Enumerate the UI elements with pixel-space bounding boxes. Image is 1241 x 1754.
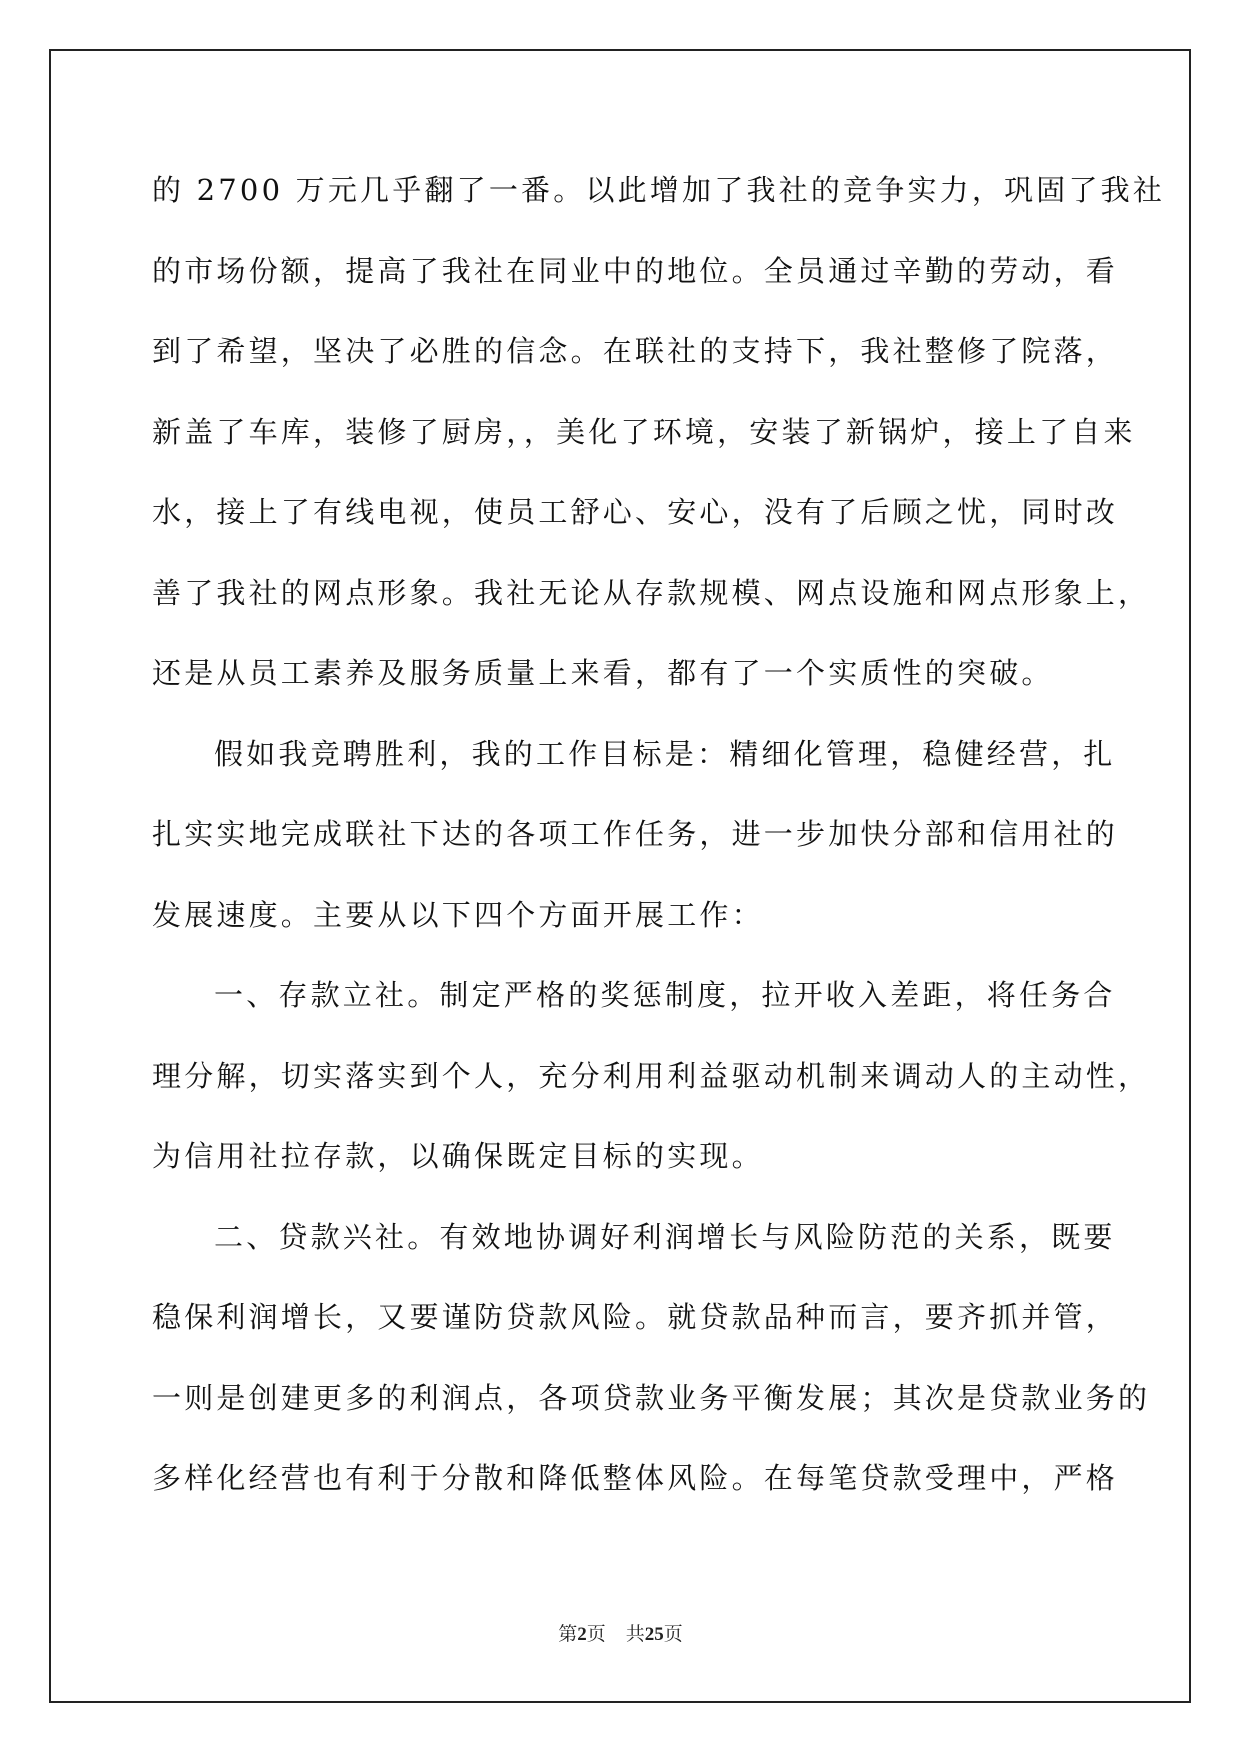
total-page-count: 25 [644,1624,664,1645]
text-line: 的 2700 万元几乎翻了一番。以此增加了我社的竞争实力，巩固了我社 [152,173,1166,207]
paragraph-first-line: 二、贷款兴社。有效地协调好利润增长与风险防范的关系，既要 [214,1219,1116,1254]
text-line: 水，接上了有线电视，使员工舒心、安心，没有了后顾之忧，同时改 [152,495,1119,529]
total-prefix: 共 [625,1623,645,1645]
page-prefix: 第 [558,1623,578,1645]
text-line: 理分解，切实落实到个人，充分利用利益驱动机制来调动人的主动性， [152,1058,1151,1093]
text-line: 稳保利润增长，又要谨防贷款风险。就贷款品种而言，要齐抓并管， [152,1300,1119,1334]
paragraph-first-line: 假如我竞聘胜利，我的工作目标是：精细化管理，稳健经营，扎 [214,736,1116,771]
text-line: 到了希望，坚决了必胜的信念。在联社的支持下，我社整修了院落， [152,334,1119,368]
text-line: 发展速度。主要从以下四个方面开展工作： [152,897,764,932]
page-suffix: 页 [586,1623,606,1645]
page-footer [0,1622,1241,1647]
text-line: 为信用社拉存款，以确保既定目标的实现。 [152,1139,764,1173]
text-line: 一则是创建更多的利润点，各项贷款业务平衡发展；其次是贷款业务的 [152,1380,1151,1415]
text-line: 还是从员工素养及服务质量上来看，都有了一个实质性的突破。 [152,656,1054,690]
text-line: 扎实实地完成联社下达的各项工作任务，进一步加快分部和信用社的 [152,817,1119,851]
current-page-number: 2 [577,1624,587,1645]
text-line: 的市场份额，提高了我社在同业中的地位。全员通过辛勤的劳动，看 [152,253,1119,288]
text-line: 多样化经营也有利于分散和降低整体风险。在每笔贷款受理中，严格 [152,1461,1119,1495]
paragraph-first-line: 一、存款立社。制定严格的奖惩制度，拉开收入差距，将任务合 [214,978,1116,1012]
text-line: 新盖了车库，装修了厨房，，美化了环境，安装了新锅炉，接上了自来 [152,414,1136,449]
document-body [152,162,1166,1531]
text-line: 善了我社的网点形象。我社无论从存款规模、网点设施和网点形象上， [152,575,1151,610]
total-suffix: 页 [663,1623,683,1645]
